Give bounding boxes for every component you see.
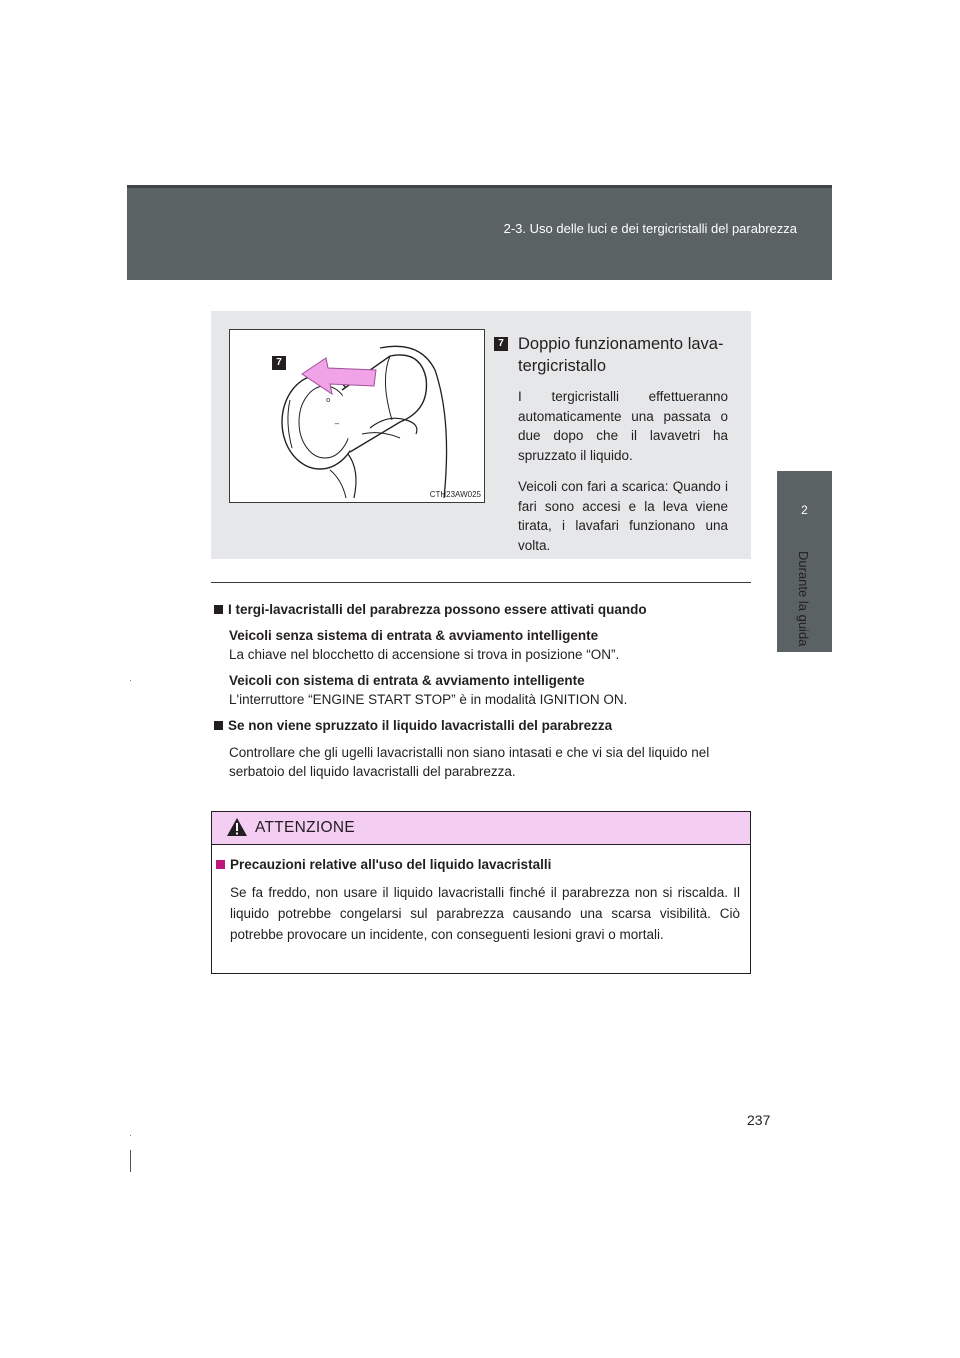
info-section xyxy=(214,601,748,781)
step-paragraph-2: Veicoli con fari a scarica: Quando i fari sono accesi e la leva viene tirata, i lavafari funzionano una volta. xyxy=(518,479,728,553)
section-divider xyxy=(211,582,751,583)
warning-text: Se fa freddo, non usare il liquido lavacristalli finché il parabrezza non si riscalda. Il liquido potrebbe congelarsi sul parabrezza causando una scarsa visibilità. Ciò potrebbe provocare un incidente, con conseguenti lesioni gravi o mortali. xyxy=(230,885,740,942)
info-subheading-2: Veicoli con sistema di entrata & avviamento intelligente xyxy=(229,673,585,688)
step-paragraph-1: I tergicristalli effettueranno automaticamente una passata o due dopo che il lavavetri ha spruzzato il liquido. xyxy=(518,389,728,463)
illustration-panel xyxy=(211,311,751,559)
info-text-1: La chiave nel blocchetto di accensione si trova in posizione “ON”. xyxy=(229,647,620,662)
warning-header xyxy=(212,812,750,845)
svg-text:−: − xyxy=(334,420,340,428)
step-description xyxy=(494,333,728,555)
section-title: 2-3. Uso delle luci e dei tergicristalli del parabrezza xyxy=(503,221,797,236)
page-number: 237 xyxy=(747,1112,771,1128)
warning-title: ATTENZIONE xyxy=(255,819,356,836)
step-heading xyxy=(494,333,728,377)
info-heading-1: I tergi-lavacristalli del parabrezza possono essere attivati quando xyxy=(214,601,748,619)
header-top-line xyxy=(127,185,832,188)
chapter-number: 2 xyxy=(801,503,808,517)
illustration-frame xyxy=(229,329,485,503)
page-header xyxy=(127,185,832,280)
wiper-lever-illustration xyxy=(230,330,484,502)
crop-mark-dot xyxy=(130,1135,131,1136)
warning-item-heading: Precauzioni relative all'uso del liquido lavacristalli xyxy=(216,856,738,874)
figure-code: CTH23AW025 xyxy=(429,490,481,499)
warning-triangle-icon xyxy=(226,817,248,837)
chapter-label: Durante la guida xyxy=(796,551,811,647)
warning-bullet-icon xyxy=(216,860,225,869)
warning-box xyxy=(211,811,751,974)
info-heading-2: Se non viene spruzzato il liquido lavacristalli del parabrezza xyxy=(214,717,748,735)
step-title: Doppio funzionamento lava-tergicristallo xyxy=(518,335,724,375)
bullet-square-icon xyxy=(214,721,223,730)
callout-number: 7 xyxy=(276,357,282,368)
svg-text:o: o xyxy=(326,396,331,404)
info-text-3: Controllare che gli ugelli lavacristalli non siano intasati e che vi sia del liquido nel serbatoio del liquido lavacristalli del parabrezza. xyxy=(229,745,710,779)
crop-mark-dot xyxy=(130,680,131,681)
info-text-2: L'interruttore “ENGINE START STOP” è in modalità IGNITION ON. xyxy=(229,692,628,707)
crop-mark xyxy=(130,1150,131,1172)
step-number: 7 xyxy=(494,337,508,351)
bullet-square-icon xyxy=(214,605,223,614)
info-subheading-1: Veicoli senza sistema di entrata & avviamento intelligente xyxy=(229,628,599,643)
